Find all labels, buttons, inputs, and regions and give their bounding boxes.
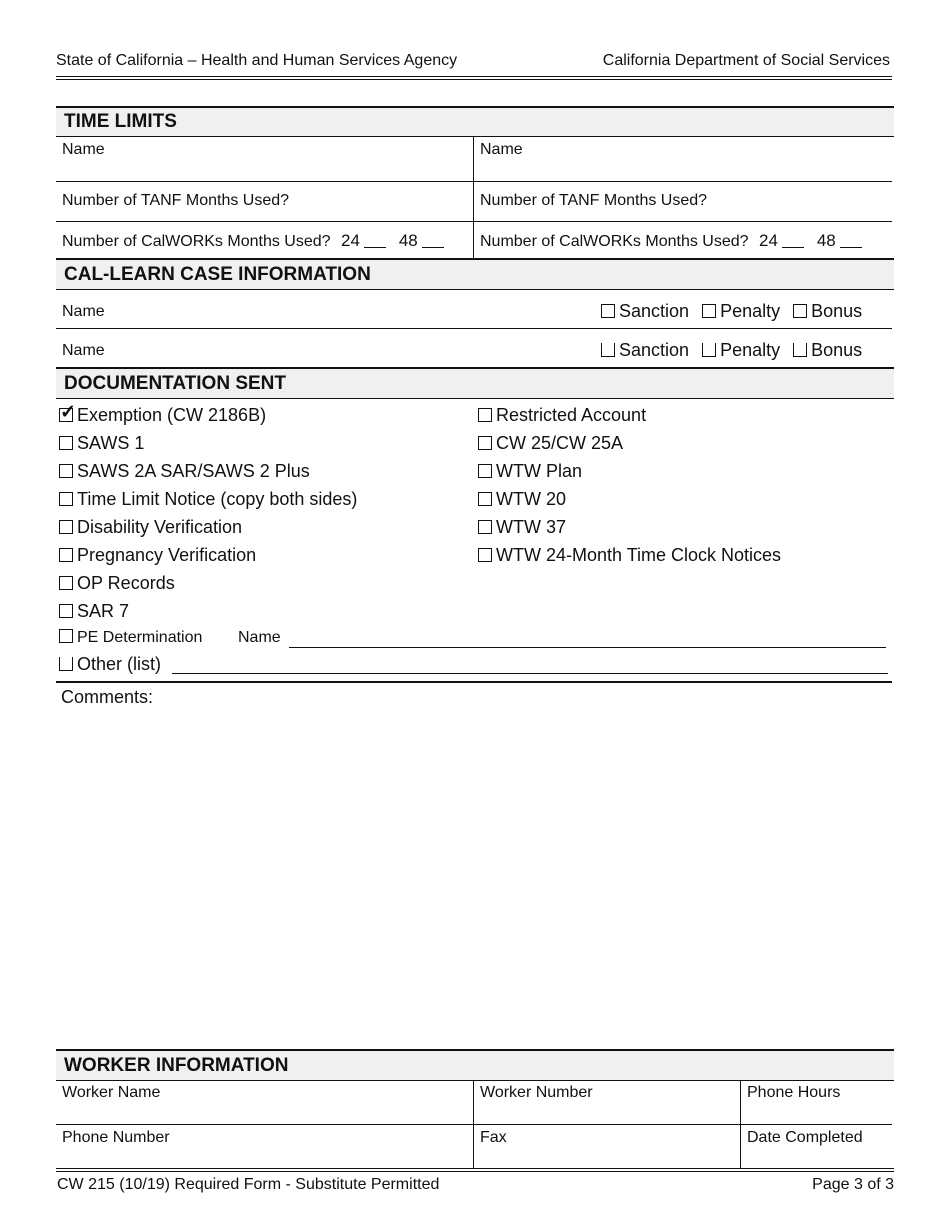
doc-item-pregnancy[interactable] [59,545,256,566]
bonus-checkbox[interactable] [793,343,807,357]
date-completed-field[interactable]: Date Completed [747,1129,863,1146]
option-24: 24 [340,231,360,250]
cl-options-2 [601,340,862,361]
phone-number-field[interactable]: Phone Number [62,1129,170,1146]
sanction-label: Sanction [619,340,690,360]
form-id: CW 215 (10/19) Required Form - Substitute Permitted [57,1176,440,1193]
doc-item-cw25[interactable] [478,433,623,454]
checkbox[interactable] [59,576,73,590]
option-24: 24 [758,231,778,250]
doc-item-saws1[interactable] [59,433,144,454]
doc-label: SAR 7 [77,601,130,621]
check-mark-icon: ✓ [60,402,76,423]
pe-label: PE Determination [77,629,203,646]
checkbox[interactable] [59,604,73,618]
penalty-label: Penalty [720,301,781,321]
blank-24[interactable] [782,247,804,248]
checkbox[interactable] [478,520,492,534]
page-number: Page 3 of 3 [812,1176,894,1193]
tl-name-left[interactable]: Name [62,141,105,158]
footer-rule [56,1168,894,1172]
divider [56,328,892,329]
blank-24[interactable] [364,247,386,248]
other-field[interactable] [172,673,888,674]
fax-field[interactable]: Fax [480,1129,507,1146]
checkbox[interactable] [59,436,73,450]
calworks-label: Number of CalWORKs Months Used? [62,233,331,250]
checkbox[interactable] [478,548,492,562]
doc-item-op-records[interactable] [59,573,175,594]
doc-item-restricted-account[interactable] [478,405,646,426]
checkbox[interactable] [59,520,73,534]
sanction-checkbox[interactable] [601,343,615,357]
checkbox[interactable] [478,464,492,478]
doc-label: Restricted Account [496,405,647,425]
doc-label: WTW Plan [496,461,583,481]
doc-label: WTW 20 [496,489,566,509]
doc-item-exemption[interactable] [59,402,267,426]
doc-item-wtw-plan[interactable] [478,461,582,482]
doc-item-wtw37[interactable] [478,517,566,538]
checkbox[interactable] [478,492,492,506]
phone-hours-field[interactable]: Phone Hours [747,1084,841,1101]
other-label: Other (list) [77,654,162,674]
header-rule [56,76,892,80]
section-documentation: DOCUMENTATION SENT [56,369,894,398]
pe-name-label: Name [238,629,281,646]
divider [56,398,894,399]
bonus-label: Bonus [811,301,863,321]
exemption-checkbox[interactable] [59,402,76,423]
divider [56,1080,894,1081]
sanction-label: Sanction [619,301,690,321]
sanction-checkbox[interactable] [601,304,615,318]
doc-label: OP Records [77,573,175,593]
doc-label: Pregnancy Verification [77,545,257,565]
tl-calworks-right[interactable] [480,231,862,251]
comments-label: Comments: [61,687,154,707]
doc-label: WTW 37 [496,517,566,537]
comments-area[interactable] [56,710,892,1040]
tl-calworks-left[interactable] [62,231,444,251]
penalty-checkbox[interactable] [702,304,716,318]
doc-item-pe[interactable] [59,629,202,647]
doc-label: Exemption (CW 2186B) [77,405,267,425]
column-divider [473,137,474,259]
divider [56,1124,892,1125]
worker-number-field[interactable]: Worker Number [480,1084,593,1101]
option-48: 48 [816,231,836,250]
checkbox[interactable] [478,436,492,450]
section-worker-info: WORKER INFORMATION [56,1051,894,1080]
blank-48[interactable] [840,247,862,248]
cl-name-2[interactable]: Name [62,342,105,359]
divider [56,136,894,137]
cl-name-1[interactable]: Name [62,303,105,320]
doc-label: CW 25/CW 25A [496,433,624,453]
calworks-label: Number of CalWORKs Months Used? [480,233,749,250]
checkbox[interactable] [478,408,492,422]
divider [56,681,892,683]
checkbox[interactable] [59,492,73,506]
cl-options-1 [601,301,862,322]
doc-item-other[interactable] [59,654,161,675]
doc-label: Time Limit Notice (copy both sides) [77,489,358,509]
divider [56,181,892,182]
checkbox[interactable] [59,657,73,671]
doc-item-wtw24[interactable] [478,545,781,566]
pe-name-field[interactable] [289,647,886,648]
section-time-limits: TIME LIMITS [56,108,894,136]
doc-item-sar7[interactable] [59,601,129,622]
checkbox[interactable] [59,629,73,643]
section-cal-learn: CAL-LEARN CASE INFORMATION [56,260,894,289]
blank-48[interactable] [422,247,444,248]
doc-label: WTW 24-Month Time Clock Notices [496,545,782,565]
bonus-label: Bonus [811,340,863,360]
bonus-checkbox[interactable] [793,304,807,318]
doc-label: SAWS 1 [77,433,145,453]
doc-item-wtw20[interactable] [478,489,566,510]
doc-item-disability[interactable] [59,517,242,538]
doc-item-time-limit-notice[interactable] [59,489,357,510]
tl-name-right[interactable]: Name [480,141,523,158]
worker-name-field[interactable]: Worker Name [62,1084,161,1101]
tl-tanf-left[interactable]: Number of TANF Months Used? [62,192,290,209]
doc-item-saws2a[interactable] [59,461,310,482]
doc-label: Disability Verification [77,517,243,537]
penalty-label: Penalty [720,340,781,360]
option-48: 48 [398,231,418,250]
tl-tanf-right[interactable]: Number of TANF Months Used? [480,192,708,209]
doc-label: SAWS 2A SAR/SAWS 2 Plus [77,461,310,481]
divider [56,289,894,290]
divider [56,221,892,222]
checkbox[interactable] [59,464,73,478]
penalty-checkbox[interactable] [702,343,716,357]
agency-header: State of California – Health and Human Services Agency [56,52,458,69]
checkbox[interactable] [59,548,73,562]
department-header: California Department of Social Services [602,52,890,69]
